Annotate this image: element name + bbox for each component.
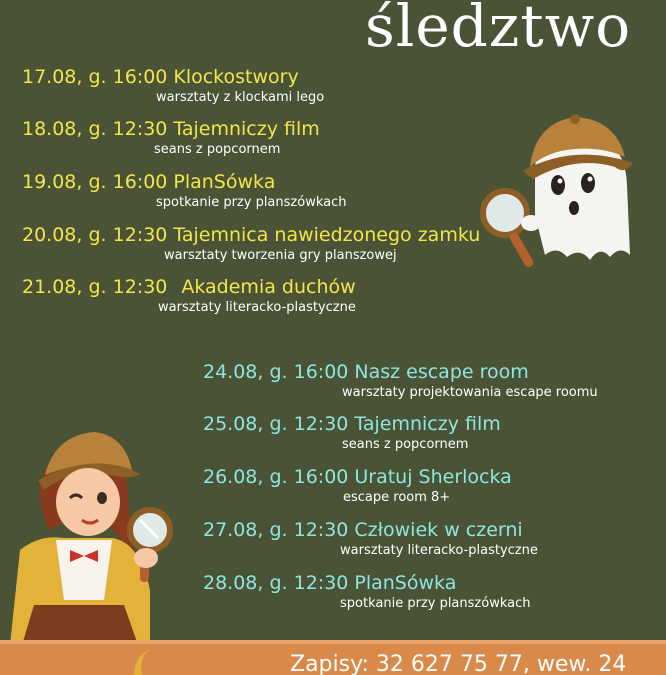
event-item: [22, 171, 346, 211]
event-item: [203, 519, 538, 559]
event-item: [203, 572, 530, 612]
event-item: [203, 413, 501, 453]
moon-icon: [130, 645, 170, 675]
signup-phone-text: Zapisy: 32 627 75 77, wew. 24: [290, 652, 627, 675]
event-title: PlanSówka: [173, 171, 276, 193]
event-date: 18.08, g. 12:30: [22, 118, 168, 140]
event-item: [22, 118, 320, 158]
girl-detective-illustration: [0, 430, 180, 645]
event-item: [203, 466, 512, 506]
event-item: [203, 361, 598, 401]
event-title: Klockostwory: [173, 66, 299, 88]
event-subtitle: seans z popcornem: [342, 437, 469, 452]
event-date: 21.08, g. 12:30: [22, 276, 168, 298]
event-subtitle: spotkanie przy planszówkach: [156, 195, 347, 210]
event-date: 26.08, g. 16:00: [203, 466, 349, 488]
event-date: 17.08, g. 16:00: [22, 66, 168, 88]
event-title: Tajemniczy film: [173, 118, 320, 140]
event-date: 24.08, g. 16:00: [203, 361, 349, 383]
event-subtitle: warsztaty projektowania escape roomu: [342, 385, 598, 400]
event-item: [22, 224, 480, 264]
event-subtitle: seans z popcornem: [154, 142, 281, 157]
event-subtitle: escape room 8+: [343, 490, 451, 505]
event-subtitle: warsztaty literacko-plastyczne: [340, 543, 538, 558]
event-date: 20.08, g. 12:30: [22, 224, 168, 246]
event-title: PlanSówka: [354, 572, 457, 594]
poster-title: śledztwo: [365, 0, 632, 60]
event-date: 25.08, g. 12:30: [203, 413, 349, 435]
event-date: 27.08, g. 12:30: [203, 519, 349, 541]
event-date: 28.08, g. 12:30: [203, 572, 349, 594]
event-title: Tajemniczy film: [354, 413, 501, 435]
event-title: Tajemnica nawiedzonego zamku: [173, 224, 481, 246]
event-subtitle: warsztaty z klockami lego: [156, 90, 325, 105]
event-title: Uratuj Sherlocka: [354, 466, 512, 488]
event-item: [22, 276, 356, 316]
event-item: [22, 66, 324, 106]
event-title: Nasz escape room: [354, 361, 529, 383]
event-title: Akademia duchów: [181, 276, 356, 298]
event-date: 19.08, g. 16:00: [22, 171, 168, 193]
ghost-detective-illustration: [475, 105, 665, 285]
event-subtitle: spotkanie przy planszówkach: [340, 596, 531, 611]
event-title: Człowiek w czerni: [354, 519, 523, 541]
event-subtitle: warsztaty literacko-plastyczne: [158, 300, 356, 315]
event-subtitle: warsztaty tworzenia gry planszowej: [164, 248, 397, 263]
